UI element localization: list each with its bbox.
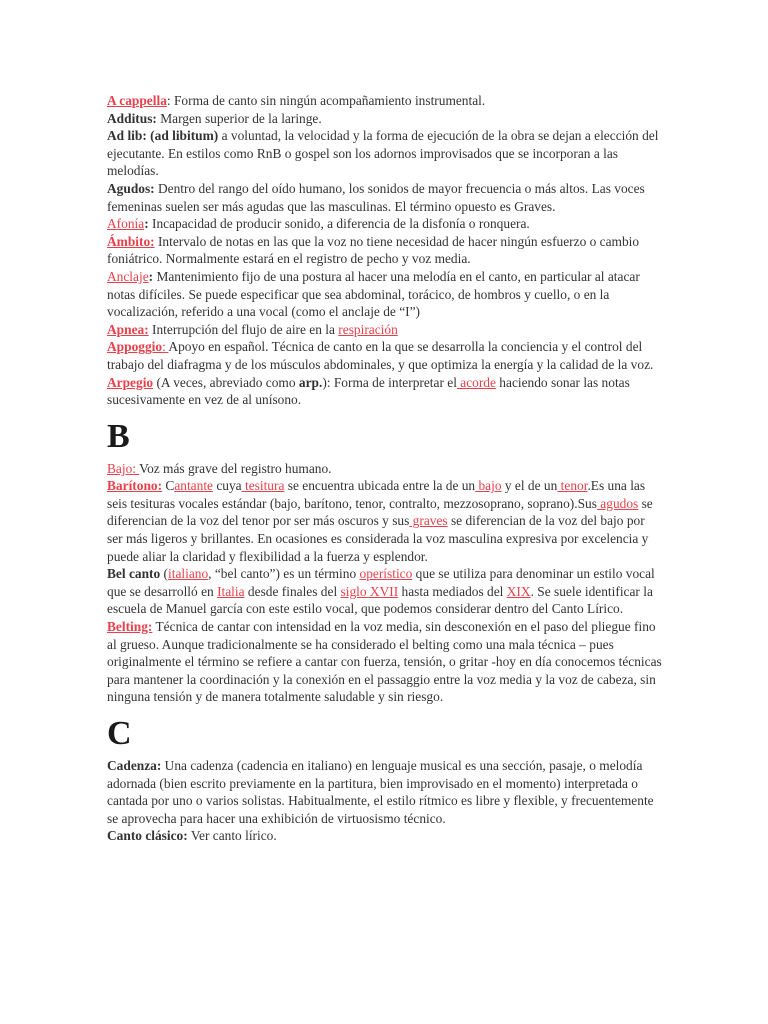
entry-appoggio	[107, 338, 663, 373]
link-xix[interactable]: XIX	[506, 583, 531, 599]
term-agudos: Agudos:	[107, 180, 155, 196]
entry-bel-canto	[107, 565, 663, 618]
entry-agudos	[107, 180, 663, 215]
link-operistico[interactable]: operístico	[359, 566, 413, 582]
definition: se diferencian de la voz del tenor por ser más oscuros y sus	[107, 495, 653, 529]
definition: . Se suele identificar la escuela de Manuel garcía con este estilo vocal, que podemos considerar dentro del Canto Lírico.	[107, 583, 653, 617]
link-agudos[interactable]: agudos	[596, 495, 639, 511]
section-letter-b: B	[107, 417, 130, 455]
entry-canto-clasico	[107, 827, 663, 845]
entry-anclaje	[107, 268, 663, 321]
term-a-cappella[interactable]: A cappella	[107, 93, 167, 108]
definition: a voluntad, la velocidad y la forma de ejecución de la obra se dejan a elección del ejecutante. En estilos como RnB o gospel son los adornos improvisados que se incorporan a las melodías.	[107, 128, 659, 179]
term-cadenza: Cadenza:	[107, 758, 162, 773]
definition: se diferencian de la voz del bajo por ser más ligeros y brillantes. En ocasiones es considerada la voz masculina expresiva por excelencia y puede aliar la claridad y flexibilidad a la fuerza y esplendor.	[107, 513, 649, 564]
definition: Ver canto lírico.	[187, 828, 277, 844]
term-additus: Additus:	[107, 110, 157, 126]
term-afonia[interactable]: Afonía	[107, 216, 145, 232]
link-bajo[interactable]: bajo	[475, 478, 502, 494]
definition: (	[160, 566, 168, 582]
term-anclaje[interactable]: Anclaje	[107, 268, 149, 284]
term-arpegio[interactable]: Arpegio	[107, 374, 154, 390]
definition: Mantenimiento fijo de una postura al hacer una melodía en el canto, en particular al atacar notas difíciles. Se puede especificar que sea abdominal, torácico, de hombros y cuello, o en la vocalización, referido a una vocal (como el anclaje de “I”)	[107, 268, 640, 320]
link-italia[interactable]: Italia	[217, 583, 245, 599]
definition: hasta mediados del	[398, 583, 507, 599]
definition: Voz más grave del registro humano.	[139, 460, 332, 476]
term-separator[interactable]: :	[132, 460, 140, 476]
definition: Intervalo de notas en las que la voz no tiene necesidad de hacer ningún esfuerzo o cambio foniátrico. Normalmente estará en el registro de pecho y voz media.	[107, 233, 640, 267]
entry-cadenza	[107, 757, 663, 827]
entry-arpegio	[107, 374, 663, 409]
definition: Margen superior de la laringe.	[156, 110, 322, 126]
entry-ambito	[107, 233, 663, 268]
definition: : Forma de canto sin ningún acompañamiento instrumental.	[166, 93, 486, 108]
entry-ad-lib	[107, 127, 663, 180]
term-canto-clasico: Canto clásico:	[107, 828, 188, 844]
definition: ): Forma de interpretar el	[322, 374, 457, 390]
link-graves[interactable]: graves	[409, 513, 448, 529]
definition: haciendo sonar las notas sucesivamente en vez de al unísono.	[107, 374, 630, 408]
entry-baritono	[107, 477, 663, 565]
definition: Apoyo en español. Técnica de canto en la que se desarrolla la conciencia y el control del trabajo del diafragma y de los músculos abdominales, y que optimiza la energía y la calidad de la voz.	[107, 339, 654, 372]
entry-bajo	[107, 460, 663, 478]
definition: C	[162, 478, 175, 494]
link-respiracion[interactable]: respiración	[338, 321, 398, 337]
term-apnea[interactable]: Apnea:	[107, 321, 149, 337]
term-separator[interactable]: :	[162, 339, 169, 355]
definition: Una cadenza (cadencia en italiano) en lenguaje musical es una sección, pasaje, o melodía adornada (bien escrito previamente en la partitura, bien improvisado en el momento) interpretada o cantada por uno o varios solistas. Habitualmente, el estilo rítmico es libre y flexible, y frecuentemente se aprovecha para hacer una exhibición de virtuosismo técnico.	[107, 758, 654, 826]
glossary-page	[107, 92, 663, 845]
abbreviation: arp.	[298, 374, 323, 390]
definition: Dentro del rango del oído humano, los sonidos de mayor frecuencia o más altos. Las voces femeninas suelen ser más agudas que las masculinas. El término opuesto es Graves.	[107, 180, 645, 214]
term-colon: :	[144, 216, 149, 232]
link-tesitura[interactable]: tesitura	[241, 478, 285, 494]
definition: , “bel canto”) es un término	[208, 566, 360, 582]
definition: desde finales del	[244, 583, 341, 599]
link-italiano[interactable]: italiano	[168, 566, 209, 582]
definition: Incapacidad de producir sonido, a diferencia de la disfonía o ronquera.	[148, 216, 530, 232]
term-colon: :	[148, 268, 154, 284]
section-letter-c: C	[107, 715, 132, 752]
term-bajo[interactable]: Bajo	[107, 460, 133, 476]
link-tenor[interactable]: tenor	[557, 478, 588, 494]
definition: se encuentra ubicada entre la de un	[284, 478, 476, 494]
link-acorde[interactable]: acorde	[456, 374, 496, 390]
term-bel-canto: Bel canto	[107, 566, 161, 582]
definition: cuya	[213, 478, 242, 494]
definition: Técnica de cantar con intensidad en la voz media, sin desconexión en el paso del pliegue fino al grueso. Aunque tradicionalmente se ha considerado el belting como una mala técnica – pues originalmente el término se refiere a cantar con fuerza, tensión, o gritar -hoy en día conocemos técnicas para mantener la coordinación y la conexión en el passaggio entre la voz media y la voz de cabeza, sin ninguna tensión y de manera totalmente saludable y sin riesgo.	[107, 619, 662, 705]
term-ambito[interactable]: Ámbito:	[107, 233, 155, 249]
entry-apnea	[107, 321, 663, 339]
link-cantante[interactable]: antante	[174, 478, 213, 494]
entry-afonia	[107, 215, 663, 233]
entry-additus	[107, 110, 663, 128]
term-appoggio[interactable]: Appoggio	[107, 339, 163, 355]
term-baritono[interactable]: Barítono:	[107, 478, 163, 494]
entry-a-cappella	[107, 92, 663, 110]
definition: que se utiliza para denominar un estilo vocal que se desarrolló en	[107, 566, 655, 599]
term-ad-lib: Ad lib: (ad libitum)	[107, 128, 219, 144]
definition: y el de un	[501, 478, 558, 494]
definition: Interrupción del flujo de aire en la	[148, 321, 339, 337]
definition: (A veces, abreviado como	[153, 374, 299, 390]
definition: .Es una las seis tesituras vocales estándar (bajo, barítono, tenor, contralto, mezzosoprano, soprano).Sus	[107, 478, 646, 511]
link-siglo-xvii[interactable]: siglo XVII	[340, 583, 399, 599]
entry-belting	[107, 618, 663, 706]
term-belting[interactable]: Belting:	[107, 619, 153, 635]
